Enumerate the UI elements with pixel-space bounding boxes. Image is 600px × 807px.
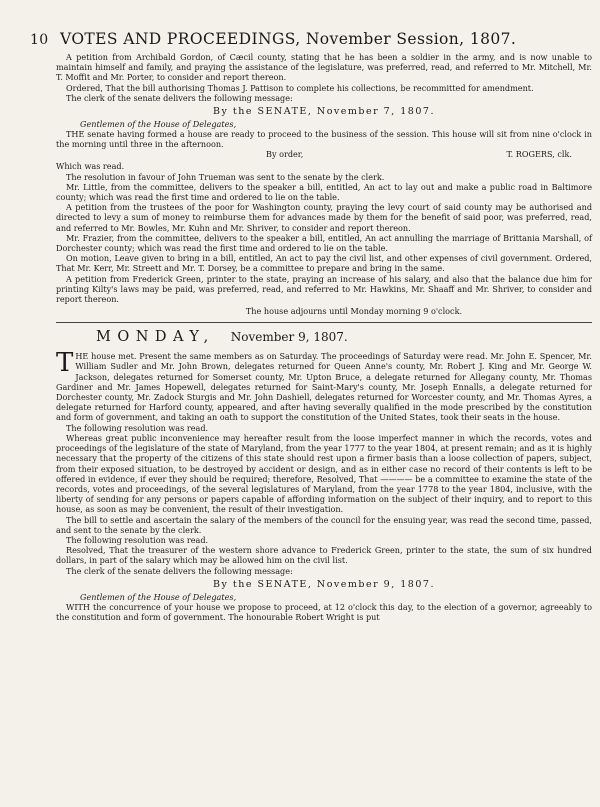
opening-paragraph [56, 348, 592, 423]
paragraph: Ordered, That the bill authorising Thomas J. Pattison to complete his collections, be recommitted for amendment. [66, 82, 534, 93]
paragraph: A petition from the trustees of the poor for Washington county, praying the levy court of said county may be authorised and directed to levy a sum of money to reimburse them for advances made by them for the benefit of said poor, was preferred, read, and referred to Mr. Bowles, Mr. Kuhn and Mr. Shriver, to consider and report thereon. [56, 202, 592, 233]
day-date: November 9, 1807. [230, 330, 348, 345]
section-divider [56, 322, 592, 323]
by-order-label: By order, [266, 149, 304, 160]
paragraph: The bill to settle and ascertain the salary of the members of the council for the ensuing year, was read the second time, passed, and sent to the senate by the clerk. [56, 514, 592, 535]
paragraph: A petition from Archibald Gordon, of Cæcil county, stating that he has been a soldier in the army, and is now unable to maintain himself and family, and praying the assistance of the legislature, was preferred, read, and referred to Mr. Mitchell, Mr. T. Moffit and Mr. Porter, to consider and report thereon. [56, 52, 592, 83]
message-byline: By the SENATE, November 9, 1807. [213, 578, 435, 590]
paragraph: The clerk of the senate delivers the following message: [66, 92, 293, 103]
message-salutation: Gentlemen of the House of Delegates, [80, 119, 237, 130]
page-number: 10 [30, 32, 49, 48]
adjournment-notice: The house adjourns until Monday morning 9 o'clock. [245, 306, 463, 317]
paragraph: The resolution in favour of John Trueman was sent to the senate by the clerk. [66, 171, 385, 182]
paragraph: Whereas great public inconvenience may hereafter result from the loose imperfect manner in which the records, votes and proceedings of the legislature of the state of Maryland, from the year 1777 to the year 1804, at present remain; and as it is highly necessary that the property of the citizens of this state should rest upon a firmer basis than a loose collection of papers, subject, from their exposed situation, to be destroyed by accident or design, and as in either case no record of their contents is left to be offered in evidence, if ever they should be required; therefore, Resolved, That ———— be a committee to examine the state of the records, votes and proceedings, of the several legislatures of Maryland, from the year 1778 to the year 1804, inclusive, with the liberty of sending for any persons or papers capable of affording information on the subject of their inquiry, and to report to this house, as soon as may be convenient, the result of their investigation. [56, 432, 592, 515]
paragraph: Resolved, That the treasurer of the western shore advance to Frederick Green, printer to the state, the sum of six hundred dollars, in part of the salary which may be allowed him on the civil list. [56, 545, 592, 566]
running-header [30, 30, 592, 48]
paragraph: The clerk of the senate delivers the following message: [66, 565, 293, 576]
paragraph: A petition from Frederick Green, printer to the state, praying an increase of his salary, and also that the balance due him for printing Kilty's laws may be paid, was preferred, read, and referred to Mr. Hawkins, Mr. Shaaff and Mr. Shriver, to consider and report thereon. [56, 273, 592, 305]
saturday-proceedings [56, 52, 592, 316]
paragraph: On motion, Leave given to bring in a bill, entitled, An act to pay the civil list, and other expenses of civil government. Ordered, That Mr. Kerr, Mr. Streett and Mr. T. Dorsey, be a committee to prepare and bring in the same. [56, 253, 592, 274]
drop-cap: T [56, 348, 74, 379]
message-salutation: Gentlemen of the House of Delegates, [80, 591, 237, 602]
paragraph: Which was read. [56, 161, 125, 172]
message-body: THE senate having formed a house are ready to proceed to the business of the session. This house will sit from nine o'clock in the morning until three in the afternoon. [56, 129, 592, 150]
day-heading [96, 329, 592, 345]
page-title: VOTES AND PROCEEDINGS, November Session, 1807. [60, 30, 517, 48]
message-signature-block [56, 149, 592, 159]
paragraph: Mr. Frazier, from the committee, delivers to the speaker a bill, entitled, An act annulling the marriage of Brittania Marshall, of Dorchester county; which was read the first time and ordered to lie on the table. [56, 232, 592, 254]
paragraph: The following resolution was read. [66, 534, 209, 545]
day-name: MONDAY, [96, 329, 215, 346]
opening-text: HE house met. Present the same members as on Saturday. The proceedings of Saturday were read. Mr. John E. Spencer, Mr. William Sudler and Mr. John Brown, delegates returned for Queen Anne's county, Mr. Robert J. King and Mr. George W. Jackson, delegates returned for Somerset county, Mr. Upton Bruce, a delegate returned for Allegany county, Mr. Thomas Gardiner and Mr. James Hopewell, delegates returned for Saint-Mary's county, Mr. Joseph Ennalls, a delegate returned for Dorchester county, Mr. Zadock Sturgis and Mr. John Dashiell, delegates returned for Worcester county, and Mr. Thomas Ayres, a delegate returned for Harford county, appeared, and after having severally qualified in the mode prescribed by the constitution and form of government, and taking an oath to support the constitution of the United States, took their seats in the house. [56, 351, 592, 423]
message-body: WITH the concurrence of your house we propose to proceed, at 12 o'clock this day, to the election of a governor, agreeably to the constitution and form of government. The honourable Robert Wright is put [56, 601, 592, 622]
clerk-signature: T. ROGERS, clk. [506, 149, 572, 160]
message-byline: By the SENATE, November 7, 1807. [213, 106, 435, 118]
paragraph: Mr. Little, from the committee, delivers to the speaker a bill, entitled, An act to lay out and make a public road in Baltimore county; which was read the first time and ordered to lie on the table. [56, 181, 592, 203]
monday-proceedings [56, 348, 592, 622]
paragraph: The following resolution was read. [66, 422, 209, 433]
